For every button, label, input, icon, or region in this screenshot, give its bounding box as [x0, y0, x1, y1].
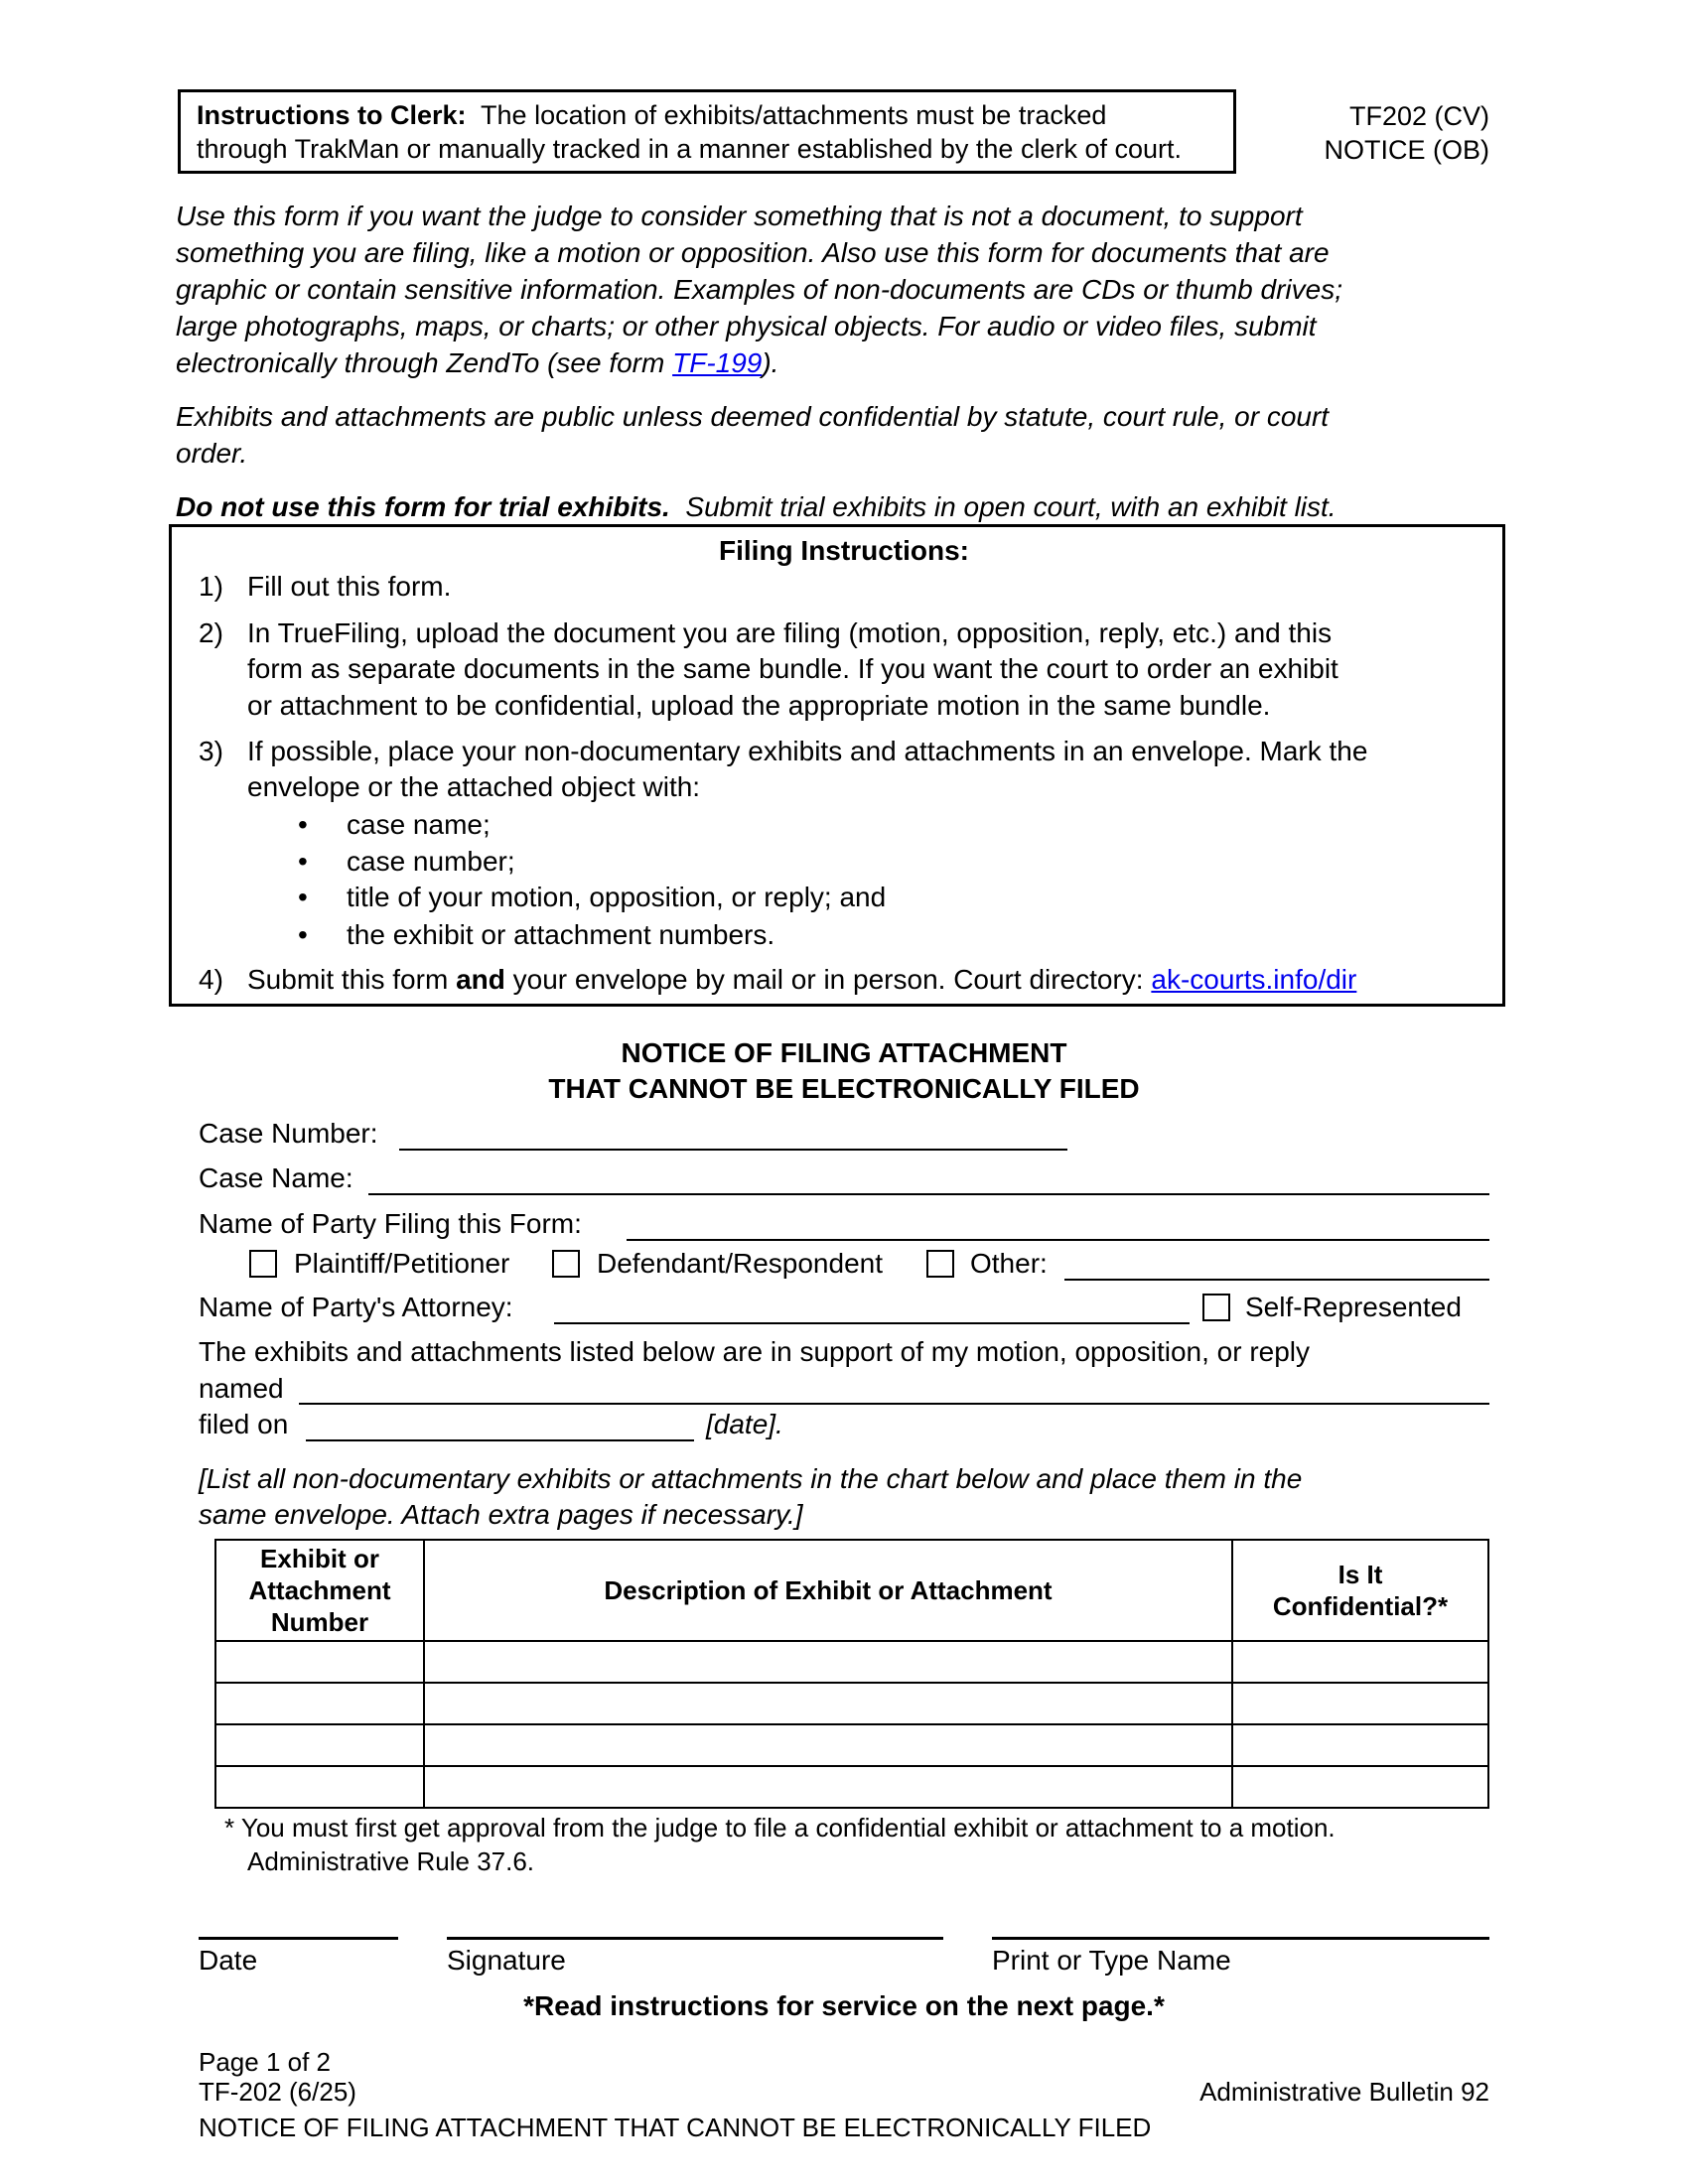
defendant-checkbox[interactable] — [552, 1250, 580, 1278]
print-name-label: Print or Type Name — [992, 1945, 1231, 1976]
signature-label: Signature — [447, 1945, 566, 1976]
party-name-label: Name of Party Filing this Form: — [199, 1208, 582, 1239]
step-3: envelope or the attached object with: — [247, 771, 701, 802]
filed-on-date-field[interactable] — [306, 1439, 694, 1441]
confidential-cell[interactable] — [1232, 1766, 1488, 1808]
header-text: Number — [270, 1607, 369, 1637]
step-4-text: Submit this form — [247, 964, 457, 995]
plaintiff-checkbox[interactable] — [249, 1250, 277, 1278]
table-row — [215, 1724, 1488, 1766]
clerk-text-2: through TrakMan or manually tracked in a manner established by the clerk of court. — [197, 134, 1182, 164]
signature-line[interactable] — [447, 1937, 943, 1940]
date-hint: [date]. — [706, 1409, 783, 1439]
step-4-bold: and — [456, 964, 505, 995]
intro-line: large photographs, maps, or charts; or other physical objects. For audio or video files, submit — [176, 311, 1317, 341]
filing-instructions-title: Filing Instructions: — [719, 535, 969, 566]
party-name-field[interactable] — [627, 1239, 1489, 1241]
step-2: or attachment to be confidential, upload the appropriate motion in the same bundle. — [247, 690, 1271, 721]
public-note: Exhibits and attachments are public unless deemed confidential by statute, court rule, or court — [176, 401, 1330, 432]
case-name-field[interactable] — [368, 1193, 1489, 1195]
form-title-1: NOTICE OF FILING ATTACHMENT — [621, 1037, 1067, 1068]
filed-on-label: filed on — [199, 1409, 289, 1439]
form-code-notice: NOTICE (OB) — [1324, 135, 1489, 165]
table-row — [215, 1766, 1488, 1808]
trial-exhibit-note — [176, 490, 1336, 524]
case-number-field[interactable] — [399, 1149, 1067, 1151]
self-represented-checkbox[interactable] — [1202, 1294, 1230, 1321]
list-instructions: [List all non-documentary exhibits or attachments in the chart below and place them in the — [199, 1463, 1303, 1494]
intro-line: graphic or contain sensitive information. Examples of non-documents are CDs or thumb drives; — [176, 274, 1342, 305]
step-4 — [247, 963, 1356, 997]
header-confidential — [1232, 1540, 1488, 1641]
case-number-label: Case Number: — [199, 1118, 378, 1149]
plaintiff-label: Plaintiff/Petitioner — [294, 1248, 510, 1279]
clerk-text-1: The location of exhibits/attachments must be tracked — [481, 100, 1107, 130]
exhibit-number-cell[interactable] — [215, 1724, 424, 1766]
footer-title: NOTICE OF FILING ATTACHMENT THAT CANNOT BE ELECTRONICALLY FILED — [199, 2113, 1152, 2142]
administrative-bulletin: Administrative Bulletin 92 — [1199, 2077, 1489, 2107]
exhibit-number-cell[interactable] — [215, 1683, 424, 1724]
bullet-icon: • — [298, 882, 308, 912]
exhibit-number-cell[interactable] — [215, 1641, 424, 1683]
attorney-label: Name of Party's Attorney: — [199, 1292, 513, 1322]
attorney-field[interactable] — [554, 1322, 1190, 1324]
tf199-link[interactable]: TF-199 — [672, 347, 763, 378]
form-code: TF-202 (6/25) — [199, 2077, 356, 2107]
header-text: Is It — [1337, 1560, 1383, 1589]
intro-line — [176, 346, 778, 380]
bullet-item: title of your motion, opposition, or reply; and — [347, 882, 887, 912]
intro-text: electronically through ZendTo (see form — [176, 347, 673, 378]
named-field[interactable] — [299, 1403, 1489, 1405]
other-label: Other: — [970, 1248, 1048, 1279]
page-number: Page 1 of 2 — [199, 2047, 331, 2077]
trial-warning: Do not use this form for trial exhibits. — [176, 491, 670, 522]
step-number: 1) — [199, 571, 223, 602]
bullet-icon: • — [298, 919, 308, 950]
table-row — [215, 1641, 1488, 1683]
bullet-icon: • — [298, 809, 308, 840]
service-note: *Read instructions for service on the next page.* — [523, 1990, 1165, 2021]
confidential-cell[interactable] — [1232, 1641, 1488, 1683]
court-directory-link[interactable]: ak-courts.info/dir — [1151, 964, 1357, 995]
intro-line: something you are filing, like a motion or opposition. Also use this form for documents that are — [176, 237, 1330, 268]
intro-text: ). — [762, 347, 779, 378]
step-1: Fill out this form. — [247, 571, 452, 602]
header-text: Attachment — [248, 1575, 391, 1605]
clerk-label: Instructions to Clerk: — [197, 100, 467, 130]
description-cell[interactable] — [424, 1641, 1232, 1683]
footnote: Administrative Rule 37.6. — [247, 1846, 535, 1876]
header-description: Description of Exhibit or Attachment — [424, 1540, 1232, 1641]
step-number: 3) — [199, 736, 223, 766]
bullet-icon: • — [298, 846, 308, 877]
step-number: 2) — [199, 617, 223, 648]
form-title-2: THAT CANNOT BE ELECTRONICALLY FILED — [548, 1073, 1140, 1104]
clerk-line-1 — [197, 98, 1106, 132]
print-name-line[interactable] — [992, 1937, 1489, 1940]
confidential-cell[interactable] — [1232, 1724, 1488, 1766]
clerk-instructions-box — [178, 89, 1236, 174]
header-text: Exhibit or — [260, 1544, 379, 1573]
intro-line: Use this form if you want the judge to consider something that is not a document, to support — [176, 201, 1303, 231]
date-line[interactable] — [199, 1937, 398, 1940]
header-exhibit-number — [215, 1540, 424, 1641]
step-number: 4) — [199, 964, 223, 995]
support-text: The exhibits and attachments listed below are in support of my motion, opposition, or reply — [199, 1336, 1311, 1367]
list-instructions: same envelope. Attach extra pages if necessary.] — [199, 1499, 803, 1530]
bullet-item: case name; — [347, 809, 491, 840]
description-cell[interactable] — [424, 1724, 1232, 1766]
confidential-cell[interactable] — [1232, 1683, 1488, 1724]
step-3: If possible, place your non-documentary exhibits and attachments in an envelope. Mark the — [247, 736, 1368, 766]
named-label: named — [199, 1373, 284, 1404]
case-name-label: Case Name: — [199, 1162, 353, 1193]
step-2: In TrueFiling, upload the document you are filing (motion, opposition, reply, etc.) and this — [247, 617, 1333, 648]
table-header-row — [215, 1540, 1488, 1641]
description-cell[interactable] — [424, 1766, 1232, 1808]
self-represented-label: Self-Represented — [1245, 1292, 1462, 1322]
exhibits-table — [214, 1539, 1489, 1809]
date-label: Date — [199, 1945, 258, 1976]
defendant-label: Defendant/Respondent — [597, 1248, 883, 1279]
exhibit-number-cell[interactable] — [215, 1766, 424, 1808]
description-cell[interactable] — [424, 1683, 1232, 1724]
header-text: Confidential?* — [1272, 1591, 1449, 1621]
trial-instruction: Submit trial exhibits in open court, with an exhibit list. — [685, 491, 1336, 522]
public-note: order. — [176, 438, 248, 469]
other-checkbox[interactable] — [926, 1250, 954, 1278]
step-4-text: your envelope by mail or in person. Court directory: — [504, 964, 1152, 995]
other-field[interactable] — [1064, 1279, 1489, 1281]
table-row — [215, 1683, 1488, 1724]
footnote: * You must first get approval from the judge to file a confidential exhibit or attachment to a motion. — [224, 1813, 1336, 1843]
form-code-cv: TF202 (CV) — [1348, 101, 1489, 131]
bullet-item: case number; — [347, 846, 515, 877]
step-2: form as separate documents in the same bundle. If you want the court to order an exhibit — [247, 653, 1338, 684]
bullet-item: the exhibit or attachment numbers. — [347, 919, 775, 950]
